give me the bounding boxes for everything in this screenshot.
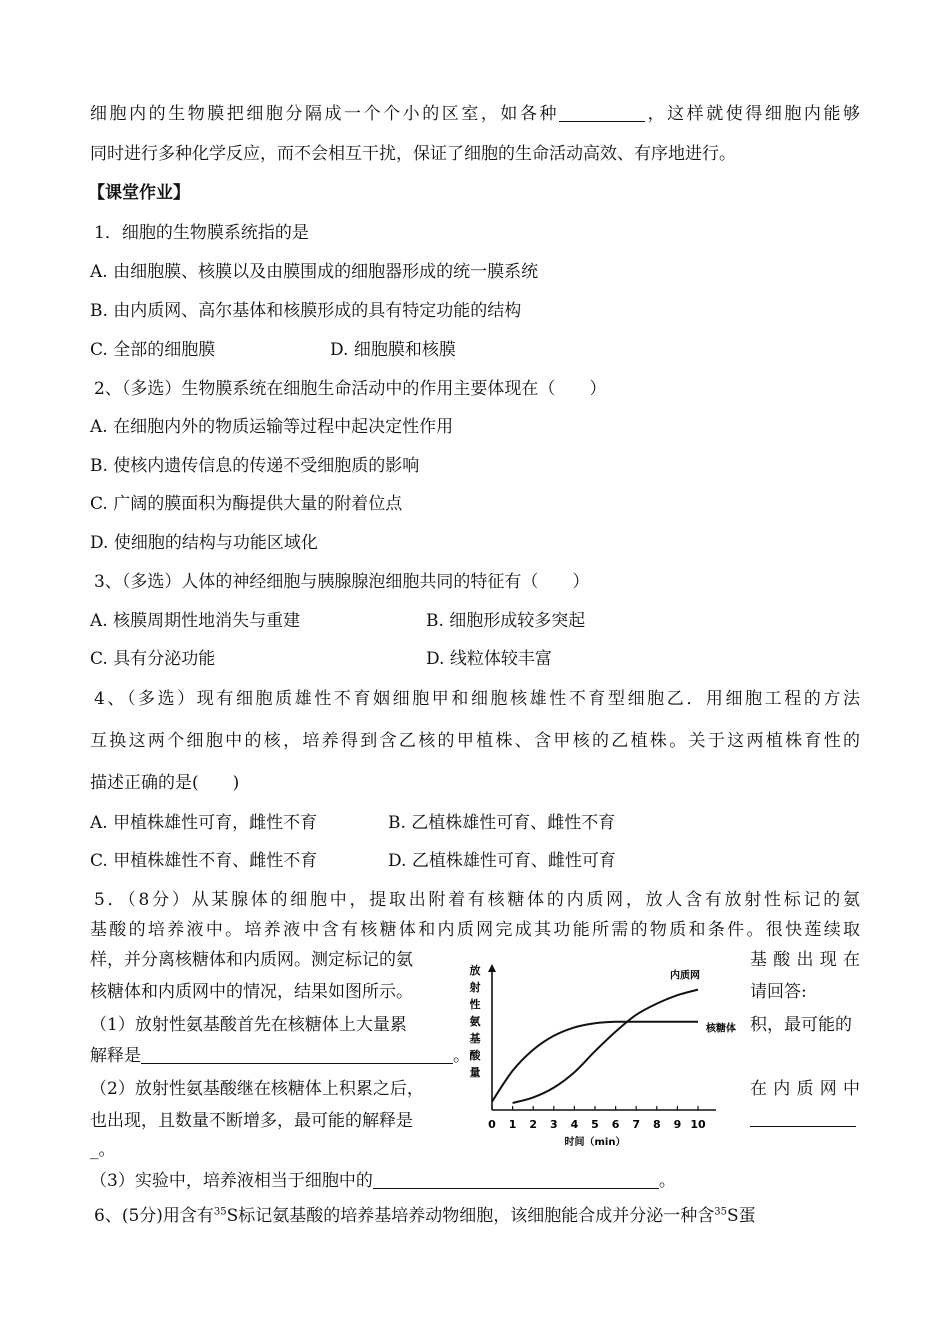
q5-line-4-left: 核糖体和内质网中的情况，结果如图所示。 [90, 982, 413, 1002]
intro-line-1 [90, 103, 860, 125]
q5-part-3-prompt: （3）实验中，培养液相当于细胞中的 [90, 1171, 373, 1191]
series-line-er [513, 990, 698, 1103]
q1-option-d[interactable]: D. 细胞膜和核膜 [330, 340, 456, 360]
q2-stem: 2、（多选）生物膜系统在细胞生命活动中的作用主要体现在（ ） [94, 379, 607, 399]
series-label: 核糖体 [706, 1023, 736, 1035]
q5-part-2-end: _。 [90, 1140, 116, 1160]
q5-part-2-left: （2）放射性氨基酸继在核糖体上积累之后， [90, 1079, 424, 1099]
x-tick-label: 2 [529, 1118, 538, 1131]
q6-superscript-2: 35 [714, 1206, 728, 1218]
y-axis-label-char: 基 [469, 1032, 481, 1045]
y-axis-label-char: 酸 [469, 1049, 481, 1062]
intro-text-b: ，这样就使得细胞内能够 [645, 104, 861, 124]
x-tick-label: 6 [611, 1118, 620, 1131]
q4-stem-line-1: 4、（多选）现有细胞质雄性不育姻细胞甲和细胞核雄性不育型细胞乙．用细胞工程的方法 [94, 689, 860, 709]
q5-line-2: 基酸的培养液中。培养液中含有核糖体和内质网完成其功能所需的物质和条件。很快莲续取 [90, 920, 860, 940]
q2-option-b[interactable]: B. 使核内遗传信息的传递不受细胞质的影响 [90, 456, 420, 476]
q4-option-b[interactable]: B. 乙植株雄性可育、雌性不育 [388, 813, 616, 833]
q2-option-a[interactable]: A. 在细胞内外的物质运输等过程中起决定性作用 [90, 417, 454, 437]
q3-option-a[interactable]: A. 核膜周期性地消失与重建 [90, 611, 301, 631]
q5-line-4-right: 请回答: [750, 982, 807, 1002]
q5-part-1-right: 积，最可能的 [750, 1015, 852, 1035]
q6-text-a: 6、(5分)用含有 [94, 1206, 214, 1226]
y-axis-label-char: 性 [469, 998, 481, 1011]
q1-option-c[interactable]: C. 全部的细胞膜 [90, 340, 216, 360]
x-tick-label: 8 [652, 1118, 661, 1131]
q5-part-2-line-2: 也出现，且数量不断增多，最可能的解释是 [90, 1111, 413, 1131]
y-axis-arrow [488, 964, 496, 972]
q4-option-c[interactable]: C. 甲植株雄性不育、雌性不育 [90, 851, 318, 871]
x-tick-label: 4 [570, 1118, 579, 1131]
q2-option-d[interactable]: D. 使细胞的结构与功能区域化 [90, 533, 318, 553]
intro-text-a: 细胞内的生物膜把细胞分隔成一个个小的区室，如各种 [90, 104, 560, 124]
q6-text-b: S标记氨基酸的培养基培养动物细胞，该细胞能合成并分泌一种含 [226, 1206, 715, 1226]
q5-line-1: 5．（8分）从某腺体的细胞中，提取出附着有核糖体的内质网，放人含有放射性标记的氨 [94, 890, 860, 910]
x-tick-label: 0 [488, 1118, 496, 1131]
x-tick-label: 1 [508, 1118, 517, 1131]
q1-option-b[interactable]: B. 由内质网、高尔基体和核膜形成的具有特定功能的结构 [90, 301, 522, 321]
y-axis-label-char: 氨 [469, 1015, 481, 1028]
q3-option-b[interactable]: B. 细胞形成较多突起 [426, 611, 586, 631]
x-tick-label: 10 [690, 1118, 706, 1131]
q5-part-3-end: 。 [658, 1171, 676, 1191]
intro-line-2: 同时进行多种化学反应，而不会相互干扰，保证了细胞的生命活动高效、有序地进行。 [90, 144, 736, 164]
q3-option-c[interactable]: C. 具有分泌功能 [90, 649, 216, 669]
q5-line-3-right: 基酸出现在 [750, 950, 860, 970]
q5-part-2-answer-blank[interactable] [750, 1108, 856, 1127]
q5-part-1-answer-blank[interactable] [141, 1045, 453, 1064]
q3-option-d[interactable]: D. 线粒体较丰富 [426, 649, 552, 669]
q6-text-c: S蛋 [727, 1206, 756, 1226]
q4-stem-line-3: 描述正确的是( ) [90, 773, 240, 793]
q4-option-a[interactable]: A. 甲植株雄性可育，雌性不育 [90, 813, 318, 833]
x-tick-label: 5 [591, 1118, 599, 1131]
q5-part-1-end: 。 [453, 1046, 470, 1066]
x-tick-label: 7 [632, 1118, 641, 1131]
q5-part-3-answer-blank[interactable] [373, 1170, 659, 1189]
section-title: 【课堂作业】 [88, 183, 190, 203]
x-tick-label: 9 [673, 1118, 682, 1131]
q5-part-1-left: （1）放射性氨基酸首先在核糖体上大量累 [90, 1015, 407, 1035]
series-label: 内质网 [670, 970, 700, 982]
y-axis-label-char: 射 [469, 981, 481, 994]
q6-superscript-1: 35 [213, 1206, 227, 1218]
q5-part-2-right: 在内质网中 [750, 1079, 860, 1099]
q5-line-3-left: 样，并分离核糖体和内质网。测定标记的氨 [90, 950, 413, 970]
q3-stem: 3、（多选）人体的神经细胞与胰腺腺泡细胞共同的特征有（ ） [94, 572, 590, 592]
q5-part-3 [90, 1170, 676, 1192]
q2-option-c[interactable]: C. 广阔的膜面积为酶提供大量的附着位点 [90, 494, 403, 514]
x-tick-label: 3 [549, 1118, 558, 1131]
y-axis-label-char: 量 [469, 1066, 481, 1079]
q4-stem-line-2: 互换这两个细胞中的核，培养得到含乙核的甲植株、含甲核的乙植株。关于这两植株育性的 [90, 731, 860, 751]
x-axis-label: 时间（min） [564, 1137, 626, 1148]
q6-line-1 [94, 1205, 756, 1227]
q5-part-1-line-2 [90, 1045, 470, 1067]
answer-blank[interactable] [559, 103, 645, 122]
q1-option-a[interactable]: A. 由细胞膜、核膜以及由膜围成的细胞器形成的统一膜系统 [90, 262, 539, 282]
y-axis-label-char: 放 [469, 964, 481, 977]
q4-option-d[interactable]: D. 乙植株雄性可育、雌性可育 [388, 851, 616, 871]
series-line-ribosome [492, 1022, 698, 1102]
q5-part-1-prompt: 解释是 [90, 1046, 141, 1066]
q1-stem: 1．细胞的生物膜系统指的是 [94, 223, 309, 243]
radioactive-amino-acid-chart [466, 958, 736, 1158]
